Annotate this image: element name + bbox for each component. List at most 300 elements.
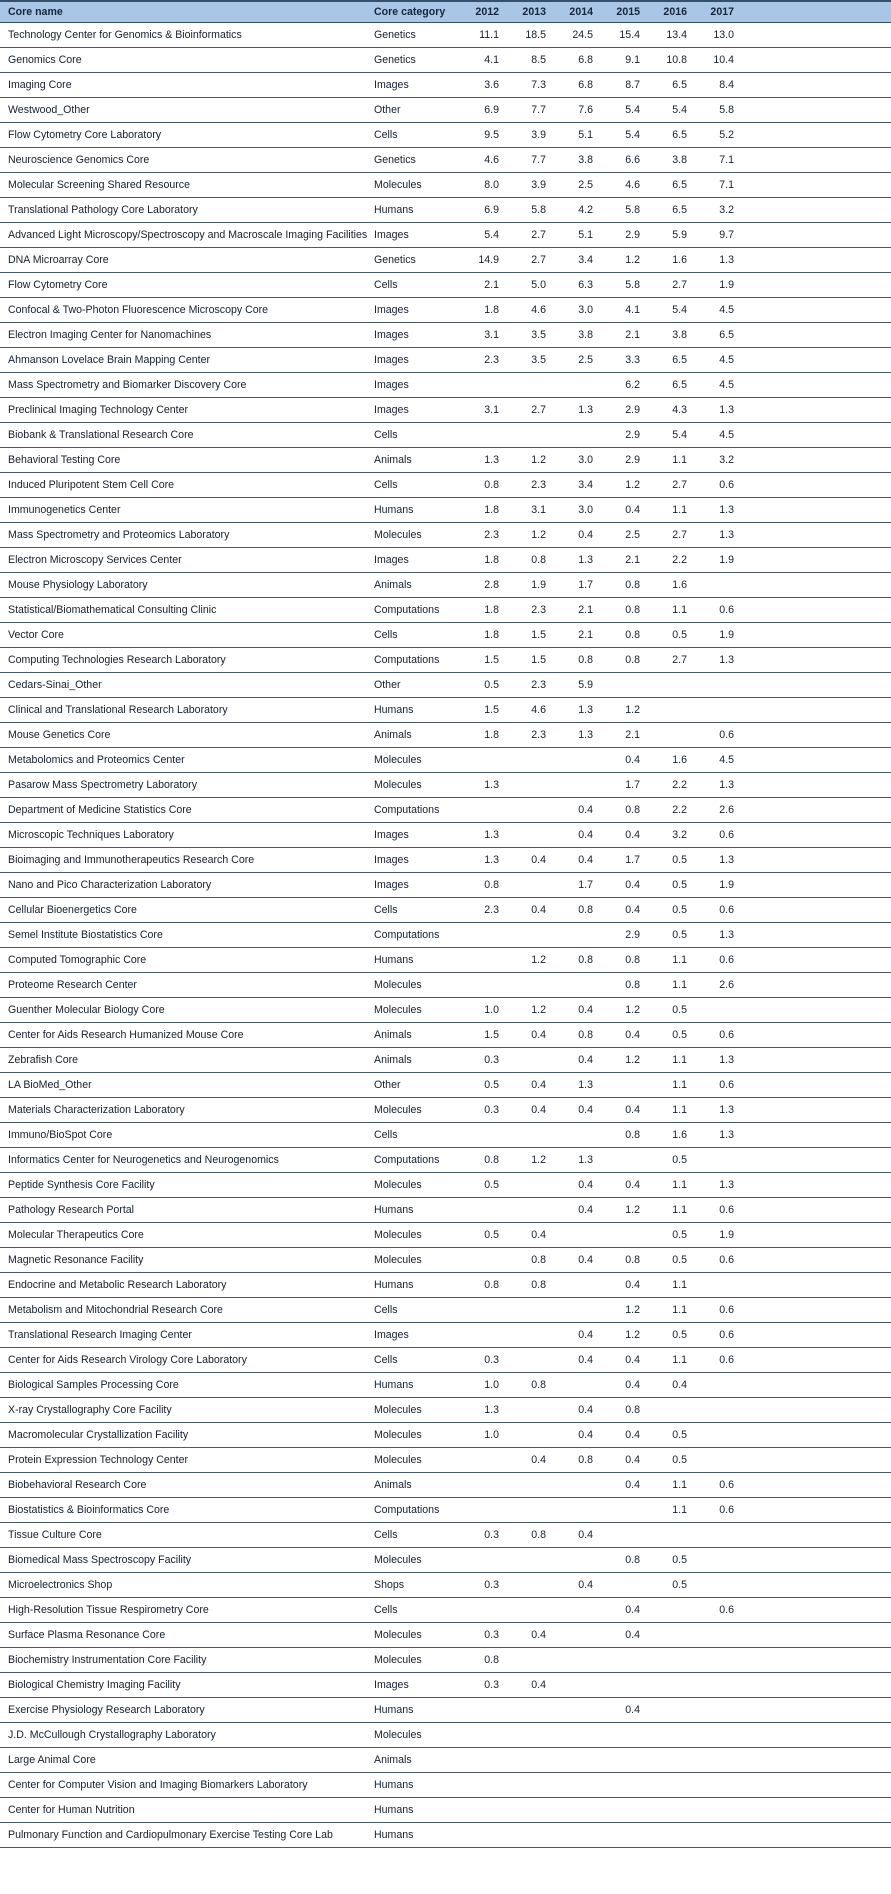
filler-cell [744,873,891,898]
core-name-cell: Technology Center for Genomics & Bioinformatics [0,23,370,48]
year-value-cell [556,1298,603,1323]
core-name-cell: Neuroscience Genomics Core [0,148,370,173]
core-name-cell: Vector Core [0,623,370,648]
table-row [0,173,891,198]
year-value-cell: 1.0 [462,1373,509,1398]
core-category-cell: Molecules [370,1548,462,1573]
year-value-cell [462,1548,509,1573]
filler-cell [744,973,891,998]
core-category-cell: Molecules [370,1248,462,1273]
year-value-cell: 1.3 [462,448,509,473]
year-value-cell: 0.3 [462,1673,509,1698]
filler-cell [744,1523,891,1548]
year-value-cell: 2.1 [462,273,509,298]
core-category-cell: Cells [370,623,462,648]
filler-cell [744,1598,891,1623]
year-value-cell [509,1598,556,1623]
year-value-cell [697,1448,744,1473]
year-value-cell: 3.3 [603,348,650,373]
filler-cell [744,1023,891,1048]
year-value-cell: 1.8 [462,498,509,523]
year-value-cell: 1.0 [462,1423,509,1448]
core-name-cell: Center for Aids Research Humanized Mouse Core [0,1023,370,1048]
core-category-cell: Molecules [370,1723,462,1748]
table-row [0,448,891,473]
year-value-cell: 0.5 [650,1423,697,1448]
year-value-cell [509,798,556,823]
year-value-cell: 0.4 [603,1698,650,1723]
filler-cell [744,1198,891,1223]
table-row [0,398,891,423]
filler-cell [744,1748,891,1773]
table-row [0,748,891,773]
year-value-cell: 0.6 [697,1073,744,1098]
year-value-cell [650,1698,697,1723]
table-row [0,1523,891,1548]
year-value-cell: 0.4 [556,1048,603,1073]
core-name-cell: Surface Plasma Resonance Core [0,1623,370,1648]
core-name-cell: Proteome Research Center [0,973,370,998]
year-value-cell: 6.9 [462,198,509,223]
core-name-cell: Pathology Research Portal [0,1198,370,1223]
year-value-cell: 0.3 [462,1098,509,1123]
year-value-cell: 5.4 [462,223,509,248]
core-name-cell: Informatics Center for Neurogenetics and Neurogenomics [0,1148,370,1173]
year-value-cell: 1.2 [603,998,650,1023]
table-row [0,1273,891,1298]
table-row [0,1023,891,1048]
year-value-cell [462,1698,509,1723]
year-value-cell: 0.5 [650,998,697,1023]
year-value-cell [650,1673,697,1698]
year-value-cell: 1.2 [603,1323,650,1348]
table-header [0,1,891,23]
column-header-2016: 2016 [650,1,697,23]
table-row [0,673,891,698]
core-category-cell: Computations [370,598,462,623]
core-category-cell: Humans [370,1798,462,1823]
year-value-cell: 18.5 [509,23,556,48]
core-category-cell: Images [370,823,462,848]
year-value-cell: 1.3 [697,1123,744,1148]
core-category-cell: Molecules [370,1173,462,1198]
year-value-cell: 2.3 [462,898,509,923]
year-value-cell: 1.3 [697,1098,744,1123]
year-value-cell: 8.5 [509,48,556,73]
year-value-cell: 0.4 [603,498,650,523]
year-value-cell [697,1673,744,1698]
core-name-cell: Induced Pluripotent Stem Cell Core [0,473,370,498]
core-category-cell: Computations [370,798,462,823]
year-value-cell: 1.2 [603,698,650,723]
core-category-cell: Cells [370,1298,462,1323]
table-row [0,773,891,798]
filler-cell [744,1498,891,1523]
year-value-cell [697,1623,744,1648]
year-value-cell: 4.2 [556,198,603,223]
year-value-cell: 0.4 [556,1248,603,1273]
year-value-cell: 1.3 [697,773,744,798]
table-row [0,1248,891,1273]
table-row [0,48,891,73]
table-row [0,1748,891,1773]
year-value-cell: 0.4 [509,1023,556,1048]
core-name-cell: Flow Cytometry Core [0,273,370,298]
core-category-cell: Humans [370,1823,462,1848]
year-value-cell: 4.5 [697,373,744,398]
year-value-cell: 1.1 [650,1098,697,1123]
year-value-cell: 1.2 [603,473,650,498]
year-value-cell: 0.4 [509,1073,556,1098]
core-category-cell: Images [370,223,462,248]
year-value-cell: 3.2 [697,198,744,223]
filler-cell [744,348,891,373]
year-value-cell: 5.9 [556,673,603,698]
filler-cell [744,398,891,423]
year-value-cell: 0.4 [603,1623,650,1648]
filler-cell [744,473,891,498]
core-name-cell: X-ray Crystallography Core Facility [0,1398,370,1423]
filler-cell [744,823,891,848]
year-value-cell: 0.4 [603,1173,650,1198]
core-name-cell: DNA Microarray Core [0,248,370,273]
year-value-cell: 1.2 [509,998,556,1023]
year-value-cell: 2.7 [509,223,556,248]
core-name-cell: Clinical and Translational Research Laboratory [0,698,370,723]
year-value-cell [509,873,556,898]
year-value-cell [556,1598,603,1623]
year-value-cell [509,1798,556,1823]
year-value-cell: 1.1 [650,1298,697,1323]
filler-cell [744,998,891,1023]
core-category-cell: Animals [370,1023,462,1048]
year-value-cell [509,1698,556,1723]
core-name-cell: Immuno/BioSpot Core [0,1123,370,1148]
year-value-cell: 0.8 [556,898,603,923]
year-value-cell: 1.1 [650,1473,697,1498]
table-row [0,998,891,1023]
year-value-cell: 1.3 [697,648,744,673]
core-category-cell: Molecules [370,1098,462,1123]
filler-cell [744,1373,891,1398]
filler-cell [744,923,891,948]
filler-cell [744,898,891,923]
year-value-cell: 7.7 [509,98,556,123]
year-value-cell: 0.8 [556,1448,603,1473]
year-value-cell [462,1748,509,1773]
filler-cell [744,648,891,673]
filler-cell [744,248,891,273]
core-category-cell: Molecules [370,1223,462,1248]
core-category-cell: Images [370,848,462,873]
year-value-cell [603,673,650,698]
year-value-cell: 2.9 [603,423,650,448]
core-category-cell: Cells [370,1523,462,1548]
core-name-cell: J.D. McCullough Crystallography Laboratory [0,1723,370,1748]
year-value-cell: 1.7 [556,873,603,898]
year-value-cell: 14.9 [462,248,509,273]
table-row [0,698,891,723]
year-value-cell: 4.3 [650,398,697,423]
filler-cell [744,1823,891,1848]
year-value-cell: 13.4 [650,23,697,48]
year-value-cell: 1.6 [650,248,697,273]
year-value-cell: 1.3 [462,1398,509,1423]
year-value-cell: 0.8 [603,1123,650,1148]
year-value-cell: 2.9 [603,448,650,473]
year-value-cell: 0.6 [697,1198,744,1223]
core-category-cell: Humans [370,1373,462,1398]
filler-cell [744,223,891,248]
year-value-cell: 1.1 [650,973,697,998]
year-value-cell [509,1198,556,1223]
year-value-cell: 0.8 [603,1548,650,1573]
year-value-cell: 1.3 [697,398,744,423]
table-row [0,1773,891,1798]
year-value-cell: 2.7 [650,648,697,673]
filler-cell [744,148,891,173]
core-name-cell: Advanced Light Microscopy/Spectroscopy and Macroscale Imaging Facilities [0,223,370,248]
core-category-cell: Cells [370,898,462,923]
year-value-cell: 2.9 [603,223,650,248]
table-row [0,923,891,948]
year-value-cell: 0.5 [650,1448,697,1473]
year-value-cell [697,1798,744,1823]
table-row [0,1598,891,1623]
year-value-cell: 0.4 [556,1573,603,1598]
core-category-cell: Other [370,98,462,123]
year-value-cell [462,1723,509,1748]
year-value-cell [509,1173,556,1198]
year-value-cell [650,1398,697,1423]
year-value-cell: 1.2 [509,523,556,548]
year-value-cell: 0.4 [509,1623,556,1648]
table-row [0,373,891,398]
year-value-cell: 1.1 [650,1498,697,1523]
year-value-cell: 0.8 [509,1523,556,1548]
core-category-cell: Images [370,323,462,348]
core-category-cell: Humans [370,698,462,723]
year-value-cell: 5.1 [556,123,603,148]
year-value-cell [650,673,697,698]
year-value-cell: 5.4 [650,98,697,123]
year-value-cell: 2.7 [509,398,556,423]
year-value-cell: 2.7 [650,473,697,498]
core-name-cell: Magnetic Resonance Facility [0,1248,370,1273]
year-value-cell [650,1823,697,1848]
table-row [0,1423,891,1448]
table-row [0,1673,891,1698]
year-value-cell: 0.6 [697,1298,744,1323]
core-name-cell: Computed Tomographic Core [0,948,370,973]
core-name-cell: Flow Cytometry Core Laboratory [0,123,370,148]
filler-cell [744,73,891,98]
year-value-cell: 1.6 [650,573,697,598]
year-value-cell: 1.2 [603,1198,650,1223]
year-value-cell: 6.5 [650,173,697,198]
year-value-cell: 0.8 [603,1398,650,1423]
core-category-cell: Cells [370,1598,462,1623]
year-value-cell: 0.8 [462,1273,509,1298]
core-name-cell: Biobank & Translational Research Core [0,423,370,448]
core-name-cell: Bioimaging and Immunotherapeutics Research Core [0,848,370,873]
year-value-cell: 0.6 [697,948,744,973]
year-value-cell: 2.1 [603,323,650,348]
core-name-cell: Materials Characterization Laboratory [0,1098,370,1123]
year-value-cell: 0.8 [509,548,556,573]
year-value-cell [556,1648,603,1673]
year-value-cell: 0.5 [650,923,697,948]
year-value-cell: 1.2 [603,248,650,273]
filler-cell [744,1423,891,1448]
year-value-cell [650,1523,697,1548]
core-category-cell: Humans [370,948,462,973]
year-value-cell: 10.8 [650,48,697,73]
core-category-cell: Genetics [370,248,462,273]
year-value-cell: 1.3 [556,1148,603,1173]
year-value-cell: 7.1 [697,148,744,173]
year-value-cell: 1.5 [509,648,556,673]
year-value-cell [509,1548,556,1573]
table-row [0,1173,891,1198]
year-value-cell [697,1423,744,1448]
filler-cell [744,48,891,73]
year-value-cell [650,723,697,748]
year-value-cell: 2.1 [556,623,603,648]
year-value-cell: 0.4 [556,848,603,873]
filler-cell [744,548,891,573]
core-category-cell: Humans [370,1273,462,1298]
core-name-cell: Metabolism and Mitochondrial Research Core [0,1298,370,1323]
column-header-2013: 2013 [509,1,556,23]
core-category-cell: Humans [370,1773,462,1798]
year-value-cell: 0.5 [650,1248,697,1273]
year-value-cell: 0.8 [462,1148,509,1173]
core-category-cell: Genetics [370,48,462,73]
year-value-cell: 4.5 [697,298,744,323]
year-value-cell: 0.4 [556,823,603,848]
filler-cell [744,698,891,723]
year-value-cell: 0.4 [556,1173,603,1198]
year-value-cell: 0.8 [509,1373,556,1398]
year-value-cell: 1.3 [462,848,509,873]
year-value-cell: 0.3 [462,1573,509,1598]
year-value-cell: 0.4 [603,1348,650,1373]
year-value-cell: 7.3 [509,73,556,98]
core-name-cell: Imaging Core [0,73,370,98]
core-name-cell: Cellular Bioenergetics Core [0,898,370,923]
year-value-cell [556,1623,603,1648]
year-value-cell [556,973,603,998]
year-value-cell: 0.4 [603,1448,650,1473]
year-value-cell [509,1123,556,1148]
filler-cell [744,298,891,323]
year-value-cell: 2.5 [603,523,650,548]
year-value-cell [509,1048,556,1073]
year-value-cell: 1.3 [697,923,744,948]
filler-cell [744,1173,891,1198]
filler-cell [744,98,891,123]
core-name-cell: Mass Spectrometry and Proteomics Laboratory [0,523,370,548]
filler-cell [744,1573,891,1598]
table-row [0,473,891,498]
year-value-cell [697,1698,744,1723]
table-row [0,973,891,998]
year-value-cell: 0.4 [603,873,650,898]
year-value-cell [462,1498,509,1523]
core-name-cell: Biological Samples Processing Core [0,1373,370,1398]
year-value-cell: 3.8 [556,148,603,173]
year-value-cell: 0.5 [650,1548,697,1573]
core-category-cell: Genetics [370,23,462,48]
filler-cell [744,173,891,198]
core-name-cell: Metabolomics and Proteomics Center [0,748,370,773]
year-value-cell [556,1373,603,1398]
year-value-cell: 1.1 [650,1348,697,1373]
core-name-cell: Genomics Core [0,48,370,73]
year-value-cell [697,1723,744,1748]
year-value-cell [556,1223,603,1248]
year-value-cell [650,1723,697,1748]
year-value-cell [603,1523,650,1548]
table-row [0,1323,891,1348]
year-value-cell: 1.7 [603,848,650,873]
table-row [0,548,891,573]
year-value-cell [650,698,697,723]
year-value-cell: 1.5 [462,648,509,673]
column-header-core-category: Core category [370,1,462,23]
filler-cell [744,848,891,873]
core-name-cell: Biostatistics & Bioinformatics Core [0,1498,370,1523]
year-value-cell: 0.4 [509,1098,556,1123]
year-value-cell: 3.8 [650,148,697,173]
year-value-cell [603,1498,650,1523]
year-value-cell [603,1573,650,1598]
year-value-cell: 2.3 [509,473,556,498]
year-value-cell: 1.3 [697,523,744,548]
year-value-cell [697,1148,744,1173]
core-name-cell: LA BioMed_Other [0,1073,370,1098]
filler-cell [744,798,891,823]
filler-cell [744,1698,891,1723]
year-value-cell: 1.1 [650,448,697,473]
table-row [0,1798,891,1823]
filler-cell [744,1223,891,1248]
year-value-cell: 2.7 [650,273,697,298]
core-name-cell: Center for Human Nutrition [0,1798,370,1823]
year-value-cell: 1.8 [462,623,509,648]
core-category-cell: Images [370,1323,462,1348]
year-value-cell [509,1648,556,1673]
year-value-cell: 1.1 [650,1273,697,1298]
year-value-cell [603,1723,650,1748]
year-value-cell: 2.9 [603,398,650,423]
core-name-cell: Pulmonary Function and Cardiopulmonary Exercise Testing Core Lab [0,1823,370,1848]
column-header-2014: 2014 [556,1,603,23]
table-row [0,1298,891,1323]
year-value-cell [603,1748,650,1773]
filler-cell [744,1048,891,1073]
year-value-cell [697,673,744,698]
year-value-cell: 6.8 [556,73,603,98]
table-row [0,623,891,648]
year-value-cell: 1.1 [650,498,697,523]
year-value-cell: 0.3 [462,1623,509,1648]
year-value-cell: 1.5 [509,623,556,648]
year-value-cell: 0.8 [556,948,603,973]
year-value-cell: 6.5 [650,123,697,148]
table-row [0,73,891,98]
